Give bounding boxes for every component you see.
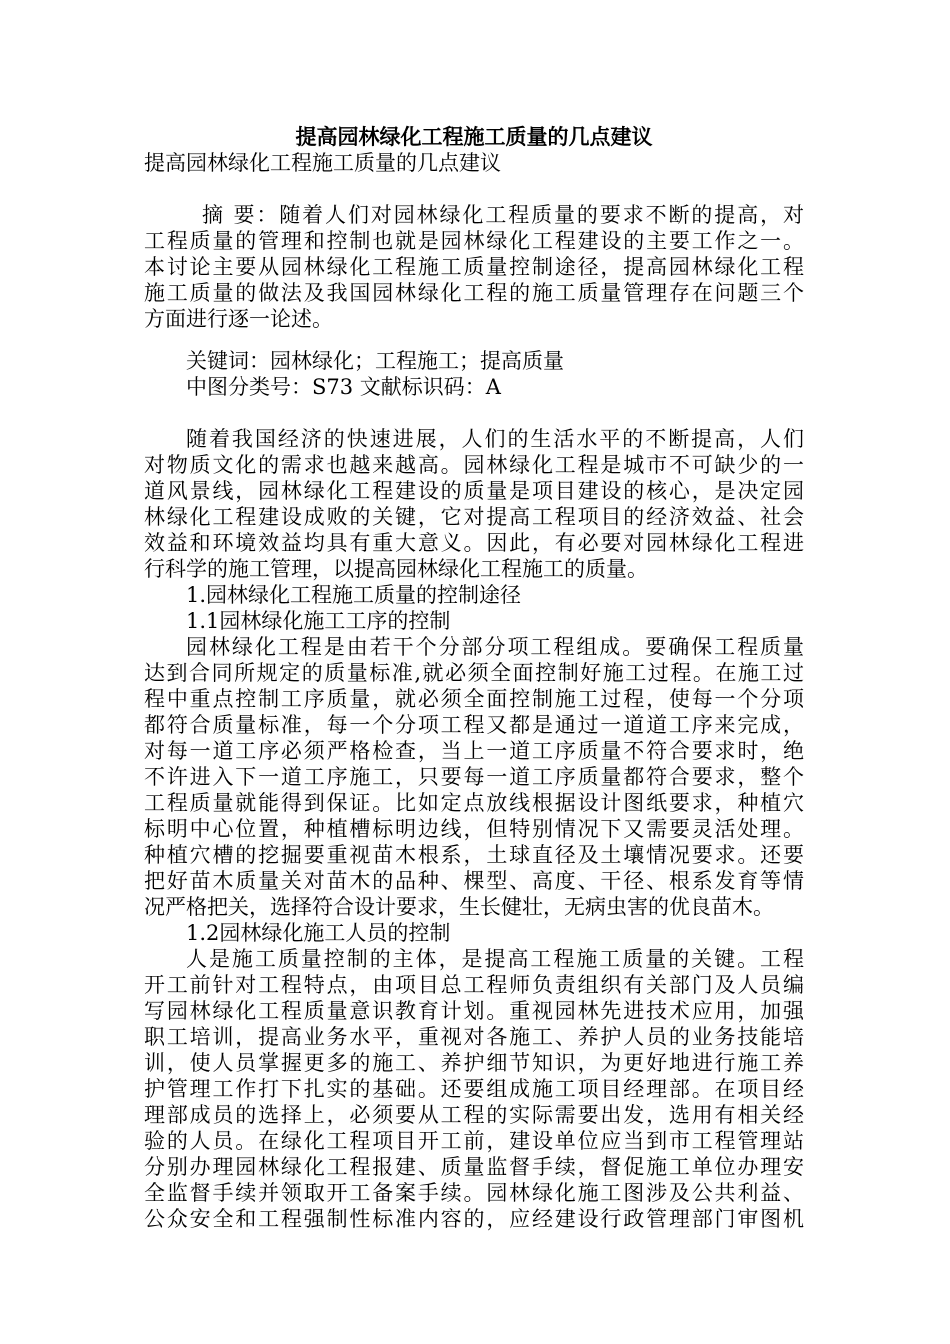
body-line: 工程质量就能得到保证。比如定点放线根据设计图纸要求，种植穴 — [144, 791, 804, 815]
body-line: 程中重点控制工序质量，就必须全面控制施工过程，使每一个分项 — [144, 687, 804, 711]
body-line: 职工培训，提高业务水平，重视对各施工、养护人员的业务技能培 — [144, 1025, 804, 1049]
body-line: 标明中心位置，种植槽标明边线，但特别情况下又需要灵活处理。 — [144, 817, 804, 841]
abstract-line: 方面进行逐一论述。 — [144, 307, 333, 331]
body-line: 写园林绿化工程质量意识教育计划。重视园林先进技术应用，加强 — [144, 999, 804, 1023]
body-line: 全监督手续并领取开工备案手续。园林绿化施工图涉及公共利益、 — [144, 1181, 804, 1205]
keywords-block — [144, 348, 804, 400]
abstract-paragraph — [144, 202, 804, 332]
body-line: 况严格把关，选择符合设计要求，生长健壮，无病虫害的优良苗木。 — [144, 895, 774, 919]
body-line: 训，使人员掌握更多的施工、养护细节知识，为更好地进行施工养 — [144, 1051, 804, 1075]
abstract-line: 施工质量的做法及我国园林绿化工程的施工质量管理存在问题三个 — [144, 281, 804, 305]
body-line: 园林绿化工程是由若干个分部分项工程组成。要确保工程质量 — [186, 635, 804, 659]
abstract-line: 本讨论主要从园林绿化工程施工质量控制途径，提高园林绿化工程 — [144, 255, 804, 279]
intro-paragraph — [144, 426, 804, 920]
document-subtitle: 提高园林绿化工程施工质量的几点建议 — [144, 151, 501, 175]
intro-line: 林绿化工程建设成败的关键，它对提高工程项目的经济效益、社会 — [144, 505, 804, 529]
subsection-heading: 1.2园林绿化施工人员的控制 — [186, 921, 451, 945]
body-line: 达到合同所规定的质量标准,就必须全面控制好施工过程。在施工过 — [144, 661, 804, 685]
body-line: 公众安全和工程强制性标准内容的，应经建设行政管理部门审图机 — [144, 1207, 804, 1231]
section-heading: 1.园林绿化工程施工质量的控制途径 — [186, 583, 522, 607]
abstract-line: 工程质量的管理和控制也就是园林绿化工程建设的主要工作之一。 — [144, 229, 804, 253]
intro-line: 行科学的施工管理，以提高园林绿化工程施工的质量。 — [144, 557, 648, 581]
intro-line: 对物质文化的需求也越来越高。园林绿化工程是城市不可缺少的一 — [144, 453, 804, 477]
body-line: 把好苗木质量关对苗木的品种、棵型、高度、干径、根系发育等情 — [144, 869, 804, 893]
body-line: 人是施工质量控制的主体，是提高工程施工质量的关键。工程 — [186, 947, 804, 971]
body-line: 验的人员。在绿化工程项目开工前，建设单位应当到市工程管理站 — [144, 1129, 804, 1153]
body-line: 不许进入下一道工序施工，只要每一道工序质量都符合要求，整个 — [144, 765, 804, 789]
body-line: 种植穴槽的挖掘要重视苗木根系，土球直径及土壤情况要求。还要 — [144, 843, 804, 867]
body-line: 都符合质量标准，每一个分项工程又都是通过一道道工序来完成， — [144, 713, 804, 737]
subsection-heading: 1.1园林绿化施工工序的控制 — [186, 609, 451, 633]
body-line: 开工前针对工程特点，由项目总工程师负责组织有关部门及人员编 — [144, 973, 804, 997]
abstract-line: 摘 要：随着人们对园林绿化工程质量的要求不断的提高，对 — [202, 203, 804, 227]
classification-line: 中图分类号：S73 文献标识码：A — [186, 375, 501, 399]
body-line: 分别办理园林绿化工程报建、质量监督手续，督促施工单位办理安 — [144, 1155, 804, 1179]
section-1-2 — [144, 920, 804, 1232]
keywords-line: 关键词：园林绿化；工程施工；提高质量 — [186, 349, 564, 373]
document-title: 提高园林绿化工程施工质量的几点建议 — [295, 124, 653, 149]
body-line: 护管理工作打下扎实的基础。还要组成施工项目经理部。在项目经 — [144, 1077, 804, 1101]
intro-line: 道风景线，园林绿化工程建设的质量是项目建设的核心，是决定园 — [144, 479, 804, 503]
intro-line: 随着我国经济的快速进展，人们的生活水平的不断提高，人们 — [186, 427, 804, 451]
body-line: 理部成员的选择上，必须要从工程的实际需要出发，选用有相关经 — [144, 1103, 804, 1127]
body-line: 对每一道工序必须严格检查，当上一道工序质量不符合要求时，绝 — [144, 739, 804, 763]
intro-line: 效益和环境效益均具有重大意义。因此，有必要对园林绿化工程进 — [144, 531, 804, 555]
